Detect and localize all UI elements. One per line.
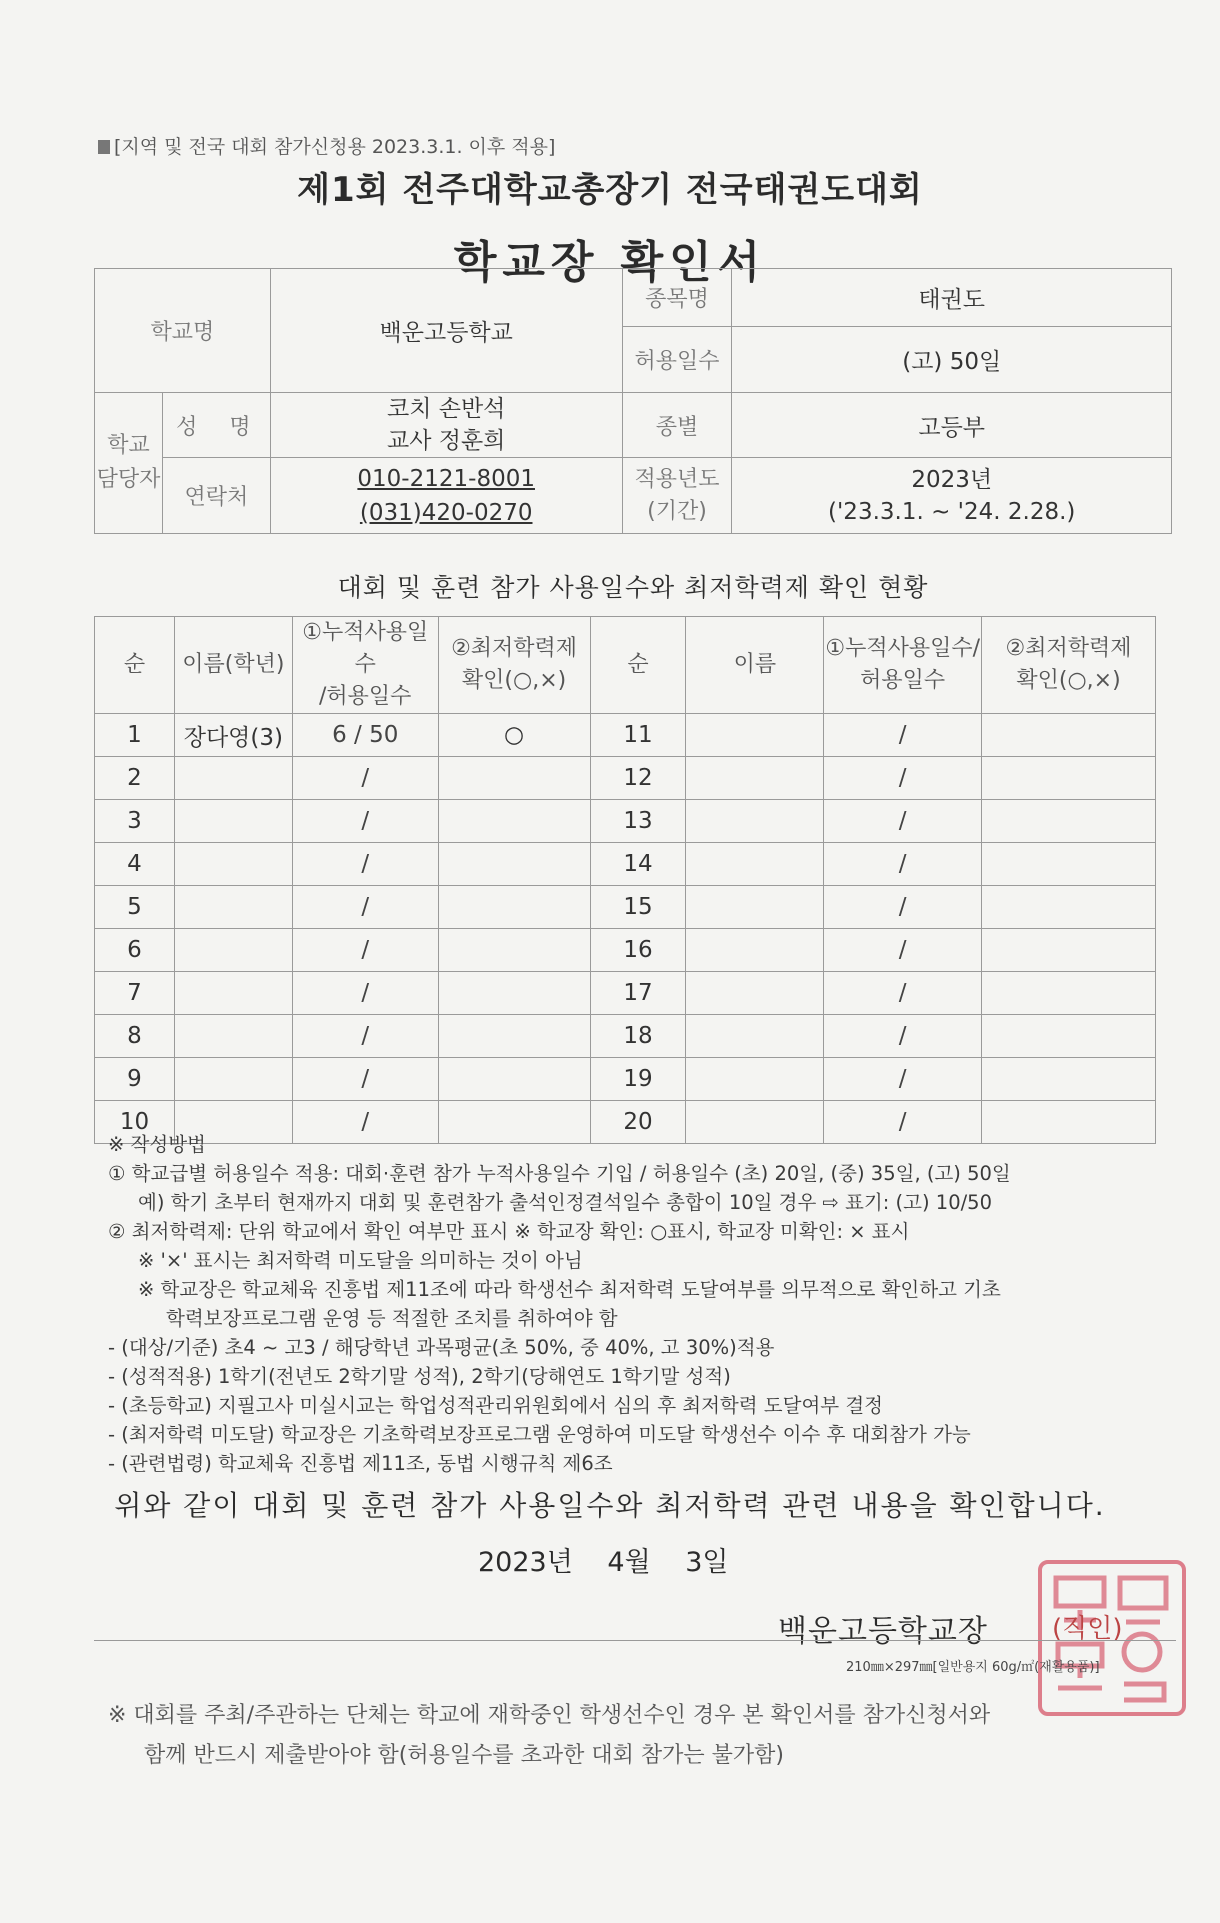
days-label: 허용일수: [622, 327, 732, 393]
header-left-3: ②최저학력제 확인(○,×): [438, 617, 590, 714]
header-note: [98, 132, 555, 159]
table-row: [95, 886, 1156, 929]
cell-name: [174, 843, 292, 886]
year-label-cell: [622, 458, 732, 534]
teacher-name: 교사 정훈희: [387, 428, 506, 454]
cell-days: /: [292, 929, 438, 972]
cell-no: 9: [95, 1058, 175, 1101]
cell-name2: [686, 886, 824, 929]
detail-3: - (초등학교) 지필고사 미실시교는 학업성적관리위원회에서 심의 후 최저학력 도달여부 결정: [108, 1394, 884, 1417]
cell-check: [438, 929, 590, 972]
phone-mobile: 010-2121-8001: [357, 465, 535, 492]
sport-label: 종목명: [622, 269, 732, 327]
footnote: [108, 1696, 1168, 1776]
cell-name2: [686, 800, 824, 843]
cell-days: /: [292, 800, 438, 843]
header-right-0: 순: [590, 617, 686, 714]
cell-check: [438, 886, 590, 929]
cell-check2: [982, 929, 1156, 972]
note-4a: ※ 학교장은 학교체육 진흥법 제11조에 따라 학생선수 최저학력 도달여부를 의무적으로 확인하고 기초: [138, 1278, 1001, 1301]
note-3: ※ '×' 표시는 최저학력 미도달을 의미하는 것이 아님: [138, 1249, 583, 1272]
cell-days2: /: [824, 757, 982, 800]
cell-name2: [686, 1058, 824, 1101]
principal-title: 백운고등학교장: [778, 1614, 988, 1649]
cell-no2: 11: [590, 714, 686, 757]
cell-no: 8: [95, 1015, 175, 1058]
cell-no2: 17: [590, 972, 686, 1015]
cell-days: /: [292, 972, 438, 1015]
cell-no2: 13: [590, 800, 686, 843]
cell-name: [174, 929, 292, 972]
note-1a: ① 학교급별 허용일수 적용: 대회·훈련 참가 누적사용일수 기입 / 허용일수 (초) 20일, (중) 35일, (고) 50일: [108, 1162, 1011, 1185]
cell-no: 10: [95, 1101, 175, 1144]
event-title: 제1회 전주대학교총장기 전국태권도대회: [297, 170, 923, 210]
notes-heading: ※ 작성방법: [108, 1133, 206, 1156]
cell-no2: 12: [590, 757, 686, 800]
cell-days: /: [292, 843, 438, 886]
note-4b: 학력보장프로그램 운영 등 적절한 조치를 취하여야 함: [166, 1307, 618, 1330]
cell-days2: /: [824, 714, 982, 757]
table-row: [95, 757, 1156, 800]
divider: [94, 1640, 1176, 1641]
date-year: 2023년: [478, 1547, 573, 1578]
cell-check: [438, 800, 590, 843]
cell-no2: 20: [590, 1101, 686, 1144]
detail-4: - (최저학력 미도달) 학교장은 기초학력보장프로그램 운영하여 미도달 학생선수 이수 후 대회참가 가능: [108, 1423, 971, 1446]
table-body: [95, 714, 1156, 1144]
period-label: (기간): [647, 498, 707, 524]
instructions: [108, 1130, 1168, 1478]
date-month: 4월: [607, 1547, 651, 1578]
cell-no: 1: [95, 714, 175, 757]
contact-cell: [270, 458, 622, 534]
cell-name2: [686, 757, 824, 800]
footnote-line-2: 함께 반드시 제출받아야 함(허용일수를 초과한 대회 참가는 불가함): [144, 1743, 784, 1768]
cell-no: 4: [95, 843, 175, 886]
cell-name2: [686, 843, 824, 886]
cell-name: [174, 1015, 292, 1058]
info-table: [94, 268, 1172, 534]
document-title: 학교장 확인서: [453, 237, 767, 288]
table-header-row: [95, 617, 1156, 714]
cell-name: [174, 757, 292, 800]
cell-no: 5: [95, 886, 175, 929]
cell-no: 6: [95, 929, 175, 972]
year-label: 적용년도: [634, 466, 720, 492]
school-value: 백운고등학교: [270, 269, 622, 393]
cell-name2: [686, 1015, 824, 1058]
seal-label: (직인): [1052, 1614, 1123, 1644]
athlete-table: [94, 616, 1156, 1144]
cell-days2: /: [824, 929, 982, 972]
cell-days: /: [292, 757, 438, 800]
confirm-statement: 위와 같이 대회 및 훈련 참가 사용일수와 최저학력 관련 내용을 확인합니다.: [114, 1489, 1106, 1522]
header-left-2: ①누적사용일수 /허용일수: [292, 617, 438, 714]
cell-days2: /: [824, 886, 982, 929]
cell-name: [174, 1058, 292, 1101]
cell-check: [438, 1058, 590, 1101]
cell-days: 6 / 50: [292, 714, 438, 757]
cell-check: [438, 1015, 590, 1058]
table-row: [95, 929, 1156, 972]
cell-days2: /: [824, 1015, 982, 1058]
cell-check2: [982, 714, 1156, 757]
cell-check: [438, 757, 590, 800]
header-right-3: ②최저학력제 확인(○,×): [982, 617, 1156, 714]
footnote-line-1: ※ 대회를 주최/주관하는 단체는 학교에 재학중인 학생선수인 경우 본 확인서를 참가신청서와: [108, 1703, 991, 1728]
cell-days2: /: [824, 1058, 982, 1101]
category-label: 종별: [622, 393, 732, 458]
cell-no: 2: [95, 757, 175, 800]
detail-5: - (관련법령) 학교체육 진흥법 제11조, 동법 시행규칙 제6조: [108, 1452, 613, 1475]
cell-check: [438, 972, 590, 1015]
cell-days: /: [292, 1015, 438, 1058]
category-value: 고등부: [732, 393, 1172, 458]
year-period: ('23.3.1. ~ '24. 2.28.): [828, 498, 1076, 525]
cell-name2: [686, 714, 824, 757]
square-bullet-icon: [98, 140, 110, 154]
note-2: ② 최저학력제: 단위 학교에서 확인 여부만 표시 ※ 학교장 확인: ○표시, 학교장 미확인: × 표시: [108, 1220, 910, 1243]
section-title: 대회 및 훈련 참가 사용일수와 최저학력제 확인 현황: [337, 573, 929, 602]
year-cell: [732, 458, 1172, 534]
detail-2: - (성적적용) 1학기(전년도 2학기말 성적), 2학기(당해연도 1학기말 성적): [108, 1365, 731, 1388]
table-row: [95, 1015, 1156, 1058]
table-row: [95, 800, 1156, 843]
days-value: (고) 50일: [732, 327, 1172, 393]
table-row: [95, 972, 1156, 1015]
sport-value: 태권도: [732, 269, 1172, 327]
cell-no2: 18: [590, 1015, 686, 1058]
cell-no2: 16: [590, 929, 686, 972]
table-row: [95, 714, 1156, 757]
paper-spec: 210㎜×297㎜[일반용지 60g/㎡(재활용품)]: [846, 1660, 1100, 1675]
name-cell: [270, 393, 622, 458]
cell-no2: 15: [590, 886, 686, 929]
cell-check2: [982, 843, 1156, 886]
table-row: [95, 843, 1156, 886]
cell-check2: [982, 972, 1156, 1015]
date-day: 3일: [685, 1547, 729, 1578]
cell-name: [174, 972, 292, 1015]
note-1b: 예) 학기 초부터 현재까지 대회 및 훈련참가 출석인정결석일수 총합이 10일 경우 ⇨ 표기: (고) 10/50: [138, 1191, 992, 1214]
cell-check2: [982, 757, 1156, 800]
cell-no2: 19: [590, 1058, 686, 1101]
cell-days2: /: [824, 843, 982, 886]
cell-check: [438, 843, 590, 886]
header-note-text: [지역 및 전국 대회 참가신청용 2023.3.1. 이후 적용]: [114, 136, 556, 158]
header-left-1: 이름(학년): [174, 617, 292, 714]
cell-check2: [982, 1015, 1156, 1058]
header-right-2: ①누적사용일수/ 허용일수: [824, 617, 982, 714]
cell-days2: /: [824, 972, 982, 1015]
cell-check2: [982, 800, 1156, 843]
cell-no2: 14: [590, 843, 686, 886]
cell-check: ○: [438, 714, 590, 757]
coach-name: 코치 손반석: [387, 396, 506, 422]
manager-label: 학교 담당자: [95, 393, 163, 534]
name-label: 성 명: [162, 393, 270, 458]
cell-no: 7: [95, 972, 175, 1015]
cell-days2: /: [824, 1101, 982, 1144]
cell-name2: [686, 929, 824, 972]
issue-date: [478, 1540, 729, 1579]
school-label: 학교명: [95, 269, 271, 393]
table-row: [95, 1058, 1156, 1101]
cell-check2: [982, 1058, 1156, 1101]
cell-days: /: [292, 1101, 438, 1144]
year-value: 2023년: [911, 466, 993, 493]
cell-days: /: [292, 886, 438, 929]
cell-name2: [686, 972, 824, 1015]
detail-1: - (대상/기준) 초4 ~ 고3 / 해당학년 과목평균(초 50%, 중 40%, 고 30%)적용: [108, 1336, 775, 1359]
cell-no: 3: [95, 800, 175, 843]
cell-days2: /: [824, 800, 982, 843]
cell-name: [174, 886, 292, 929]
cell-check2: [982, 886, 1156, 929]
cell-name: 장다영(3): [174, 714, 292, 757]
header-left-0: 순: [95, 617, 175, 714]
cell-days: /: [292, 1058, 438, 1101]
header-right-1: 이름: [686, 617, 824, 714]
phone-office: (031)420-0270: [359, 499, 533, 526]
contact-label: 연락처: [162, 458, 270, 534]
cell-name: [174, 800, 292, 843]
